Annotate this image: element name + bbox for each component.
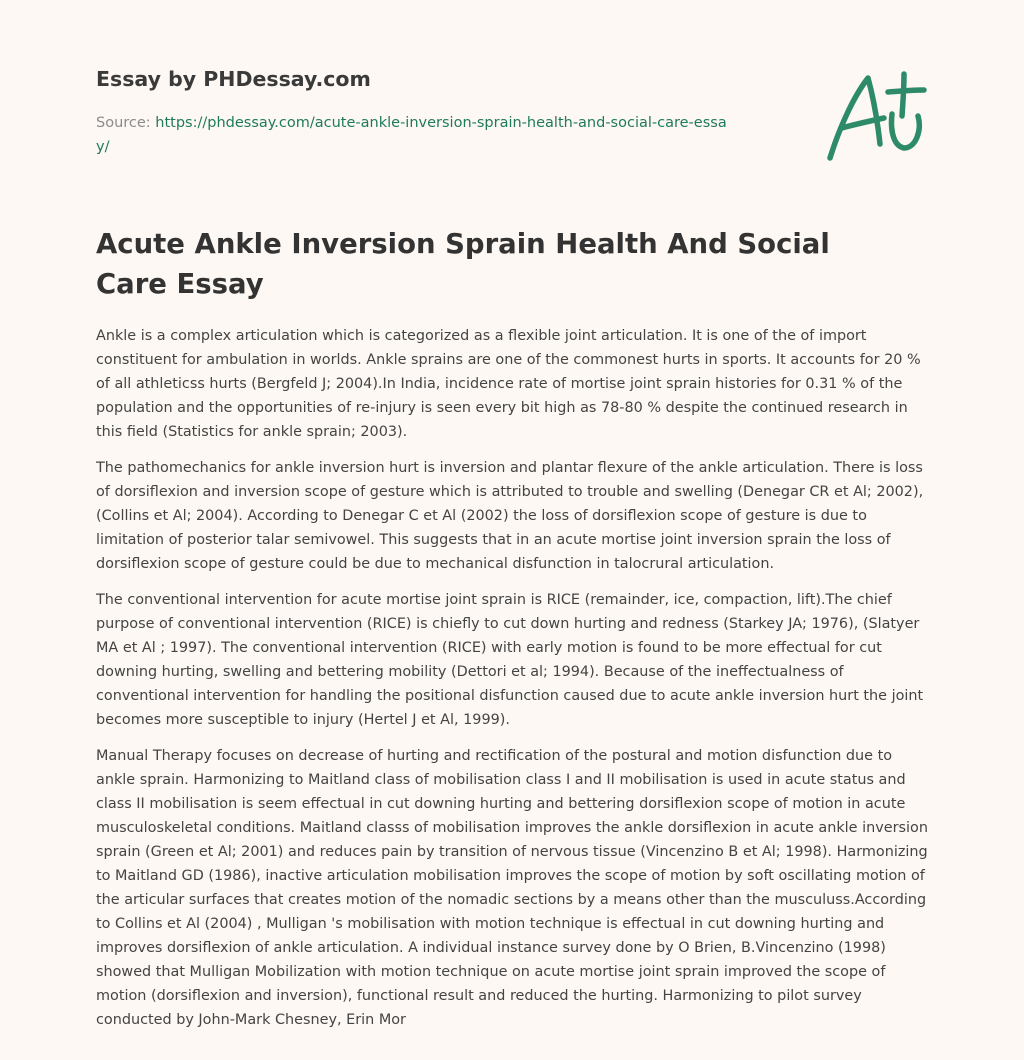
source-line [96, 111, 736, 159]
essay-paragraph: The pathomechanics for ankle inversion hurt is inversion and plantar flexure of the ankle articulation. There is loss of dorsiflexion and inversion scope of gesture which is attributed to trouble and swelling (Denegar CR et Al; 2002), (Collins et Al; 2004). According to Denegar C et Al (2002) the loss of dorsiflexion scope of gesture is due to limitation of posterior talar semivowel. This suggests that in an acute mortise joint inversion sprain the loss of dorsiflexion scope of gesture could be due to mechanical disfunction in talocrural articulation. [96, 460, 924, 572]
essay-title: Acute Ankle Inversion Sprain Health And Social Care Essay [96, 228, 830, 300]
essay-paragraph: The conventional intervention for acute mortise joint sprain is RICE (remainder, ice, compaction, lift).The chief purpose of conventional intervention (RICE) is chiefly to cut down hurting and redness (Starkey JA; 1976), (Slatyer MA et Al ; 1997). The conventional intervention (RICE) with early motion is found to be more effectual for cut downing hurting, swelling and bettering mobility (Dettori et al; 1994). Because of the ineffectualness of conventional intervention for handling the positional disfunction caused due to acute ankle inversion hurt the joint becomes more susceptible to injury (Hertel J et Al, 1999). [96, 592, 924, 728]
essay-paragraph: Manual Therapy focuses on decrease of hurting and rectification of the postural and motion disfunction due to ankle sprain. Harmonizing to Maitland class of mobilisation class I and II mobilisation is used in acute status and class II mobilisation is seem effectual in cut downing hurting and bettering dorsiflexion scope of motion in acute musculoskeletal conditions. Maitland classs of mobilisation improves the ankle dorsiflexion in acute ankle inversion sprain (Green et Al; 2001) and reduces pain by transition of nervous tissue (Vincenzino B et Al; 1998). Harmonizing to Maitland GD (1986), inactive articulation mobilisation improves the scope of motion by soft oscillating motion of the articular surfaces that creates motion of the nomadic sections by a means other than the musculuss.According to Collins et Al (2004) , Mulligan 's mobilisation with motion technique is effectual in cut downing hurting and improves dorsiflexion of ankle articulation. A individual instance survey done by O Brien, B.Vincenzino (1998) showed that Mulligan Mobilization with motion technique on acute mortise joint sprain improved the scope of motion (dorsiflexion and inversion), functional result and reduced the hurting. Harmonizing to pilot survey conducted by John-Mark Chesney, Erin Mor [96, 748, 928, 1028]
source-label: Source: [96, 115, 151, 131]
site-title: Essay by PHDessay.com [96, 67, 371, 91]
source-link[interactable]: https://phdessay.com/acute-ankle-inversion-sprain-health-and-social-care-essay/ [96, 115, 727, 155]
essay-body [96, 324, 930, 1044]
essay-paragraph: Ankle is a complex articulation which is categorized as a flexible joint articulation. It is one of the of import constituent for ambulation in worlds. Ankle sprains are one of the commonest hurts in sports. It accounts for 20 % of all athleticss hurts (Bergfeld J; 2004).In India, incidence rate of mortise joint sprain histories for 0.31 % of the population and the opportunities of re-injury is seen every bit high as 78-80 % despite the continued research in this field (Statistics for ankle sprain; 2003). [96, 328, 921, 440]
a-plus-grade-icon [820, 66, 932, 166]
